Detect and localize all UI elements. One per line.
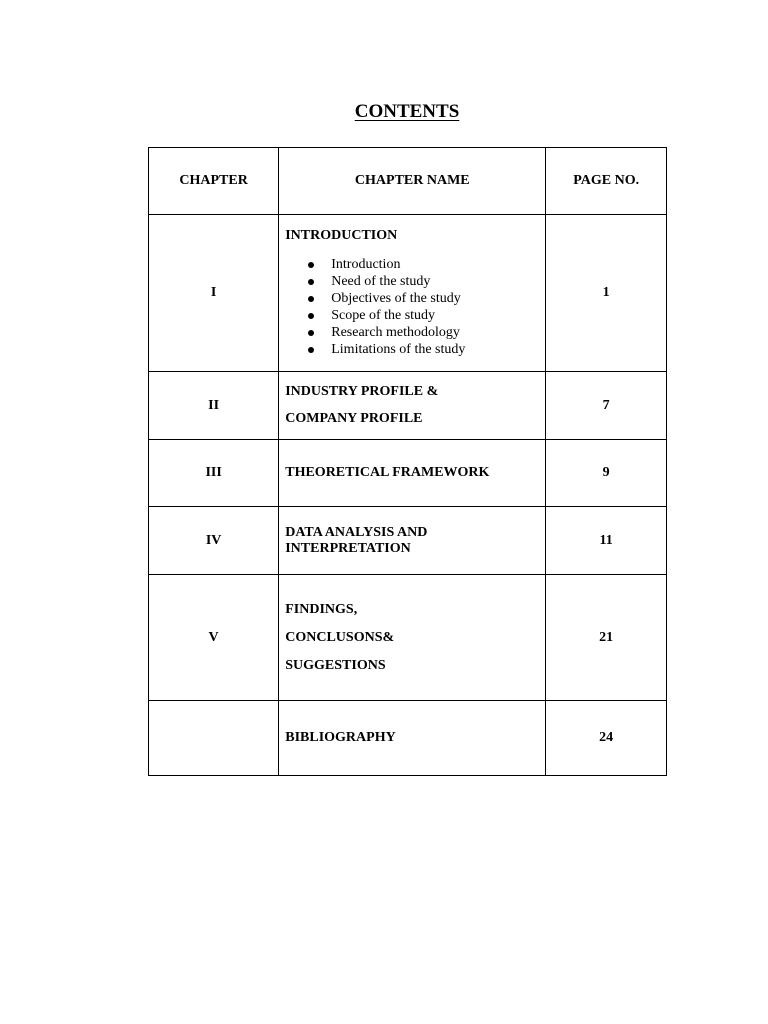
page-number: 9	[546, 440, 667, 507]
chapter-number	[149, 701, 279, 776]
chapter-number: V	[149, 575, 279, 701]
chapter-title-line: COMPANY PROFILE	[285, 411, 423, 426]
chapter-title-line: BIBLIOGRAPHY	[285, 730, 396, 745]
chapter-title-line: INTERPRETATION	[285, 540, 411, 556]
page-number: 21	[546, 575, 667, 701]
list-item: Introduction	[331, 256, 545, 273]
header-chapter-name: CHAPTER NAME	[279, 148, 546, 215]
list-item: Limitations of the study	[331, 341, 545, 358]
chapter-number: I	[149, 215, 279, 372]
chapter-name-cell	[279, 372, 546, 440]
table-row	[149, 215, 667, 372]
chapter-name-cell	[279, 507, 546, 575]
header-page-no: PAGE NO.	[546, 148, 667, 215]
header-chapter: CHAPTER	[149, 148, 279, 215]
chapter-title-line: INDUSTRY PROFILE &	[285, 384, 439, 399]
chapter-number: IV	[149, 507, 279, 575]
chapter-name-cell	[279, 701, 546, 776]
page-title: CONTENTS	[354, 101, 460, 122]
table-row	[149, 440, 667, 507]
table-header-row	[149, 148, 667, 215]
chapter-title-line: DATA ANALYSIS AND	[285, 524, 428, 540]
chapter-name-cell	[279, 575, 546, 701]
subtopic-list	[285, 256, 545, 358]
chapter-number: II	[149, 372, 279, 440]
table-row	[149, 507, 667, 575]
list-item: Need of the study	[331, 273, 545, 290]
page-number: 24	[546, 701, 667, 776]
list-item: Scope of the study	[331, 307, 545, 324]
chapter-name-cell	[279, 215, 546, 372]
chapter-title-line: FINDINGS,	[285, 601, 358, 617]
chapter-name-cell	[279, 440, 546, 507]
list-item: Research methodology	[331, 324, 545, 341]
table-row	[149, 575, 667, 701]
page-number: 11	[546, 507, 667, 575]
page-number: 1	[546, 215, 667, 372]
chapter-title: INTRODUCTION	[285, 228, 398, 243]
chapter-number: III	[149, 440, 279, 507]
contents-table	[148, 147, 667, 776]
list-item: Objectives of the study	[331, 290, 545, 307]
page-number: 7	[546, 372, 667, 440]
table-row	[149, 701, 667, 776]
chapter-title-line: CONCLUSONS&	[285, 629, 395, 645]
table-row	[149, 372, 667, 440]
chapter-title-line: THEORETICAL FRAMEWORK	[285, 465, 490, 480]
chapter-title-line: SUGGESTIONS	[285, 657, 386, 673]
